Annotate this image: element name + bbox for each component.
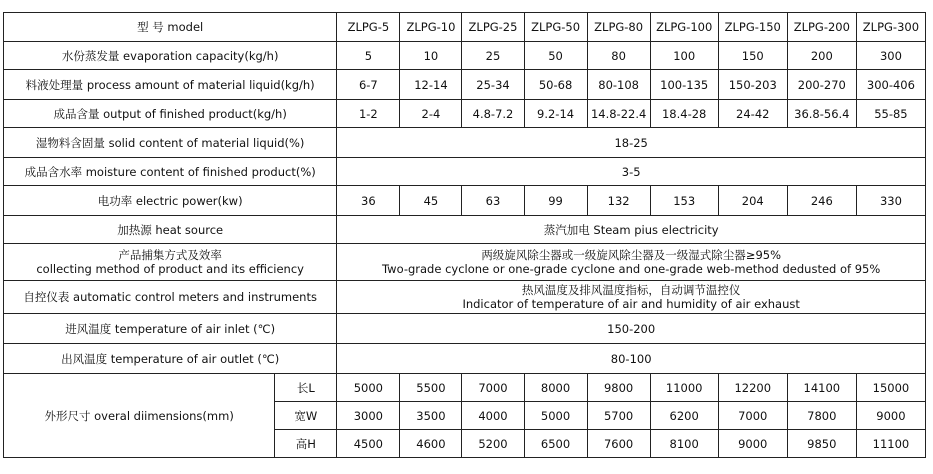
model-cell: ZLPG-150 bbox=[718, 13, 787, 42]
outlet-value: 80-100 bbox=[337, 344, 926, 374]
value-cell: 9800 bbox=[587, 374, 650, 402]
table-row-moisture bbox=[4, 158, 926, 186]
table-row-collecting bbox=[4, 244, 926, 281]
value-cell: 80 bbox=[587, 42, 650, 70]
table-row-model bbox=[4, 13, 926, 42]
value-cell: 150 bbox=[718, 42, 787, 70]
control-label: 自控仪表 automatic control meters and instruments bbox=[4, 281, 337, 314]
table-row-solid bbox=[4, 128, 926, 158]
collecting-value-en: Two-grade cyclone or one-grade cyclone and one-grade web-method dedusted of 95% bbox=[382, 262, 881, 276]
value-cell: 6500 bbox=[524, 430, 587, 458]
dimensions-label: 外形尺寸 overal diimensions(mm) bbox=[4, 374, 275, 458]
value-cell: 9000 bbox=[718, 430, 787, 458]
solid-value: 18-25 bbox=[337, 128, 926, 158]
value-cell: 8000 bbox=[524, 374, 587, 402]
model-cell: ZLPG-25 bbox=[462, 13, 524, 42]
value-cell: 25 bbox=[462, 42, 524, 70]
value-cell: 5200 bbox=[462, 430, 524, 458]
value-cell: 330 bbox=[856, 186, 925, 216]
value-cell: 150-203 bbox=[718, 70, 787, 100]
value-cell: 7800 bbox=[787, 402, 856, 430]
value-cell: 80-108 bbox=[587, 70, 650, 100]
value-cell: 36.8-56.4 bbox=[787, 100, 856, 128]
value-cell: 15000 bbox=[856, 374, 925, 402]
model-label: 型 号 model bbox=[4, 13, 337, 42]
table-row-outlet bbox=[4, 344, 926, 374]
value-cell: 5000 bbox=[524, 402, 587, 430]
output-label: 成品含量 output of finished product(kg/h) bbox=[4, 100, 337, 128]
value-cell: 24-42 bbox=[718, 100, 787, 128]
value-cell: 100-135 bbox=[650, 70, 718, 100]
value-cell: 36 bbox=[337, 186, 400, 216]
value-cell: 9850 bbox=[787, 430, 856, 458]
value-cell: 55-85 bbox=[856, 100, 925, 128]
value-cell: 6-7 bbox=[337, 70, 400, 100]
value-cell: 200-270 bbox=[787, 70, 856, 100]
value-cell: 50 bbox=[524, 42, 587, 70]
model-cell: ZLPG-300 bbox=[856, 13, 925, 42]
model-cell: ZLPG-50 bbox=[524, 13, 587, 42]
value-cell: 10 bbox=[400, 42, 462, 70]
power-label: 电功率 electric power(kw) bbox=[4, 186, 337, 216]
value-cell: 4000 bbox=[462, 402, 524, 430]
model-cell: ZLPG-100 bbox=[650, 13, 718, 42]
outlet-label: 出风温度 temperature of air outlet (℃) bbox=[4, 344, 337, 374]
table-row-control bbox=[4, 281, 926, 314]
width-label: 宽W bbox=[275, 402, 337, 430]
value-cell: 4600 bbox=[400, 430, 462, 458]
height-label: 高H bbox=[275, 430, 337, 458]
value-cell: 14.8-22.4 bbox=[587, 100, 650, 128]
value-cell: 99 bbox=[524, 186, 587, 216]
process-label: 料液处理量 process amount of material liquid(kg/h) bbox=[4, 70, 337, 100]
value-cell: 14100 bbox=[787, 374, 856, 402]
spec-table bbox=[3, 12, 926, 458]
table-row-output bbox=[4, 100, 926, 128]
value-cell: 1-2 bbox=[337, 100, 400, 128]
value-cell: 6200 bbox=[650, 402, 718, 430]
table-row-process bbox=[4, 70, 926, 100]
collecting-label-en: collecting method of product and its efficiency bbox=[36, 262, 304, 276]
control-value-en: Indicator of temperature of air and humidity of air exhaust bbox=[462, 297, 800, 311]
value-cell: 246 bbox=[787, 186, 856, 216]
value-cell: 153 bbox=[650, 186, 718, 216]
solid-label: 湿物料含固量 solid content of material liquid(%) bbox=[4, 128, 337, 158]
value-cell: 5000 bbox=[337, 374, 400, 402]
table-row-power bbox=[4, 186, 926, 216]
heat-value: 蒸汽加电 Steam pius electricity bbox=[337, 216, 926, 244]
control-value bbox=[337, 281, 926, 314]
value-cell: 25-34 bbox=[462, 70, 524, 100]
value-cell: 11000 bbox=[650, 374, 718, 402]
evaporation-label: 水份蒸发量 evaporation capacity(kg/h) bbox=[4, 42, 337, 70]
moisture-value: 3-5 bbox=[337, 158, 926, 186]
value-cell: 7000 bbox=[718, 402, 787, 430]
heat-label: 加热源 heat source bbox=[4, 216, 337, 244]
value-cell: 300 bbox=[856, 42, 925, 70]
value-cell: 18.4-28 bbox=[650, 100, 718, 128]
inlet-value: 150-200 bbox=[337, 314, 926, 344]
value-cell: 5500 bbox=[400, 374, 462, 402]
value-cell: 5 bbox=[337, 42, 400, 70]
table-row-heat bbox=[4, 216, 926, 244]
model-cell: ZLPG-10 bbox=[400, 13, 462, 42]
value-cell: 9000 bbox=[856, 402, 925, 430]
value-cell: 50-68 bbox=[524, 70, 587, 100]
value-cell: 132 bbox=[587, 186, 650, 216]
value-cell: 3000 bbox=[337, 402, 400, 430]
value-cell: 12200 bbox=[718, 374, 787, 402]
model-cell: ZLPG-80 bbox=[587, 13, 650, 42]
model-cell: ZLPG-200 bbox=[787, 13, 856, 42]
value-cell: 200 bbox=[787, 42, 856, 70]
value-cell: 11100 bbox=[856, 430, 925, 458]
collecting-value bbox=[337, 244, 926, 281]
value-cell: 63 bbox=[462, 186, 524, 216]
table-row-inlet bbox=[4, 314, 926, 344]
value-cell: 4500 bbox=[337, 430, 400, 458]
length-label: 长L bbox=[275, 374, 337, 402]
value-cell: 204 bbox=[718, 186, 787, 216]
value-cell: 45 bbox=[400, 186, 462, 216]
collecting-label bbox=[4, 244, 337, 281]
moisture-label: 成品含水率 moisture content of finished product(%) bbox=[4, 158, 337, 186]
value-cell: 300-406 bbox=[856, 70, 925, 100]
value-cell: 5700 bbox=[587, 402, 650, 430]
collecting-value-cn: 两级旋风除尘器或一级旋风除尘器及一级湿式除尘器≥95% bbox=[481, 248, 782, 262]
value-cell: 12-14 bbox=[400, 70, 462, 100]
control-value-cn: 热风温度及排风温度指标，自动调节温控仪 bbox=[521, 283, 741, 297]
model-cell: ZLPG-5 bbox=[337, 13, 400, 42]
value-cell: 8100 bbox=[650, 430, 718, 458]
table-row-length bbox=[4, 374, 926, 402]
value-cell: 7600 bbox=[587, 430, 650, 458]
collecting-label-cn: 产品捕集方式及效率 bbox=[118, 248, 222, 262]
inlet-label: 进风温度 temperature of air inlet (℃) bbox=[4, 314, 337, 344]
value-cell: 3500 bbox=[400, 402, 462, 430]
table-row-evaporation bbox=[4, 42, 926, 70]
value-cell: 7000 bbox=[462, 374, 524, 402]
value-cell: 4.8-7.2 bbox=[462, 100, 524, 128]
value-cell: 9.2-14 bbox=[524, 100, 587, 128]
value-cell: 2-4 bbox=[400, 100, 462, 128]
value-cell: 100 bbox=[650, 42, 718, 70]
